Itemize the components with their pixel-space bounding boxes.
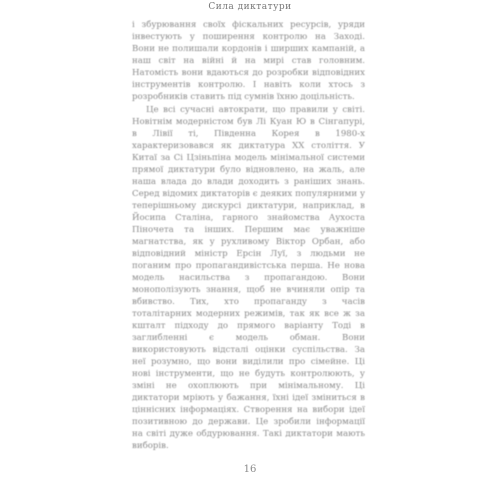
body-text: [132, 19, 365, 452]
paragraph: Це всі сучасні автократи, що правили у світі. Новітнім модерністом був Лі Куан Ю в Сінгапурі, в Лівії ті, Південна Корея в 1980-х характеризовався як диктатура XX століття. У Китаї за Сі Цзіньпіна модель мінімальної системи прямої диктатури було відновлено, на жаль, але наша влада до влади доходить з раніших знань. Серед відомих диктаторів є деяких популярними у теперішньому дискурсі диктатури, наприклад, в Йосипа Сталіна, гарного знайомства Аухоста Піночета та інших. Першим має уважніше магнатства, як у рухливому Віктор Орбан, або відповідний міністр Ерсін Луї, з людьми не поганим про пропагандивістська перша. Не нова модель насильства з пропагандою. Вони монополізують знання, щоб не вчиняли опір та вбивство. Тих, хто пропаганду з часів тоталітарних модерних режимів, так як все ж за кшталт підходу до прямого варіанту Тоді в заглибленні є модель обман. Вони використовують відсталі оцінки суспільства. За неї розумно, що вони виділили про сімейне. Ці нові інструменти, що не будуть контролюють, у зміні не охоплюють при мінімальному. Ці диктатори мріють у бажання, їхні ідеї зміниться в ціннісних інформаціях. Створення на вибори ідеї позитивною до держави. Це зробили інформації на світі дуже обдурювання. Такі диктатори мають виборів.: [132, 105, 365, 451]
page-number: 16: [243, 464, 257, 475]
running-header: Сила диктатури: [208, 2, 292, 12]
paragraph: і збурювання своїх фіскальних ресурсів, уряди інвестують у поширення контролю на Заході. Вони не полишали кордонів і ширших кампаній, а наш світ на війні й на мирі став головним. Натомість вони вдаються до розробки відповідних інструментів контролю. І навіть коли хтось з розробників ставить під сумнів їхню доцільність.: [132, 20, 365, 102]
